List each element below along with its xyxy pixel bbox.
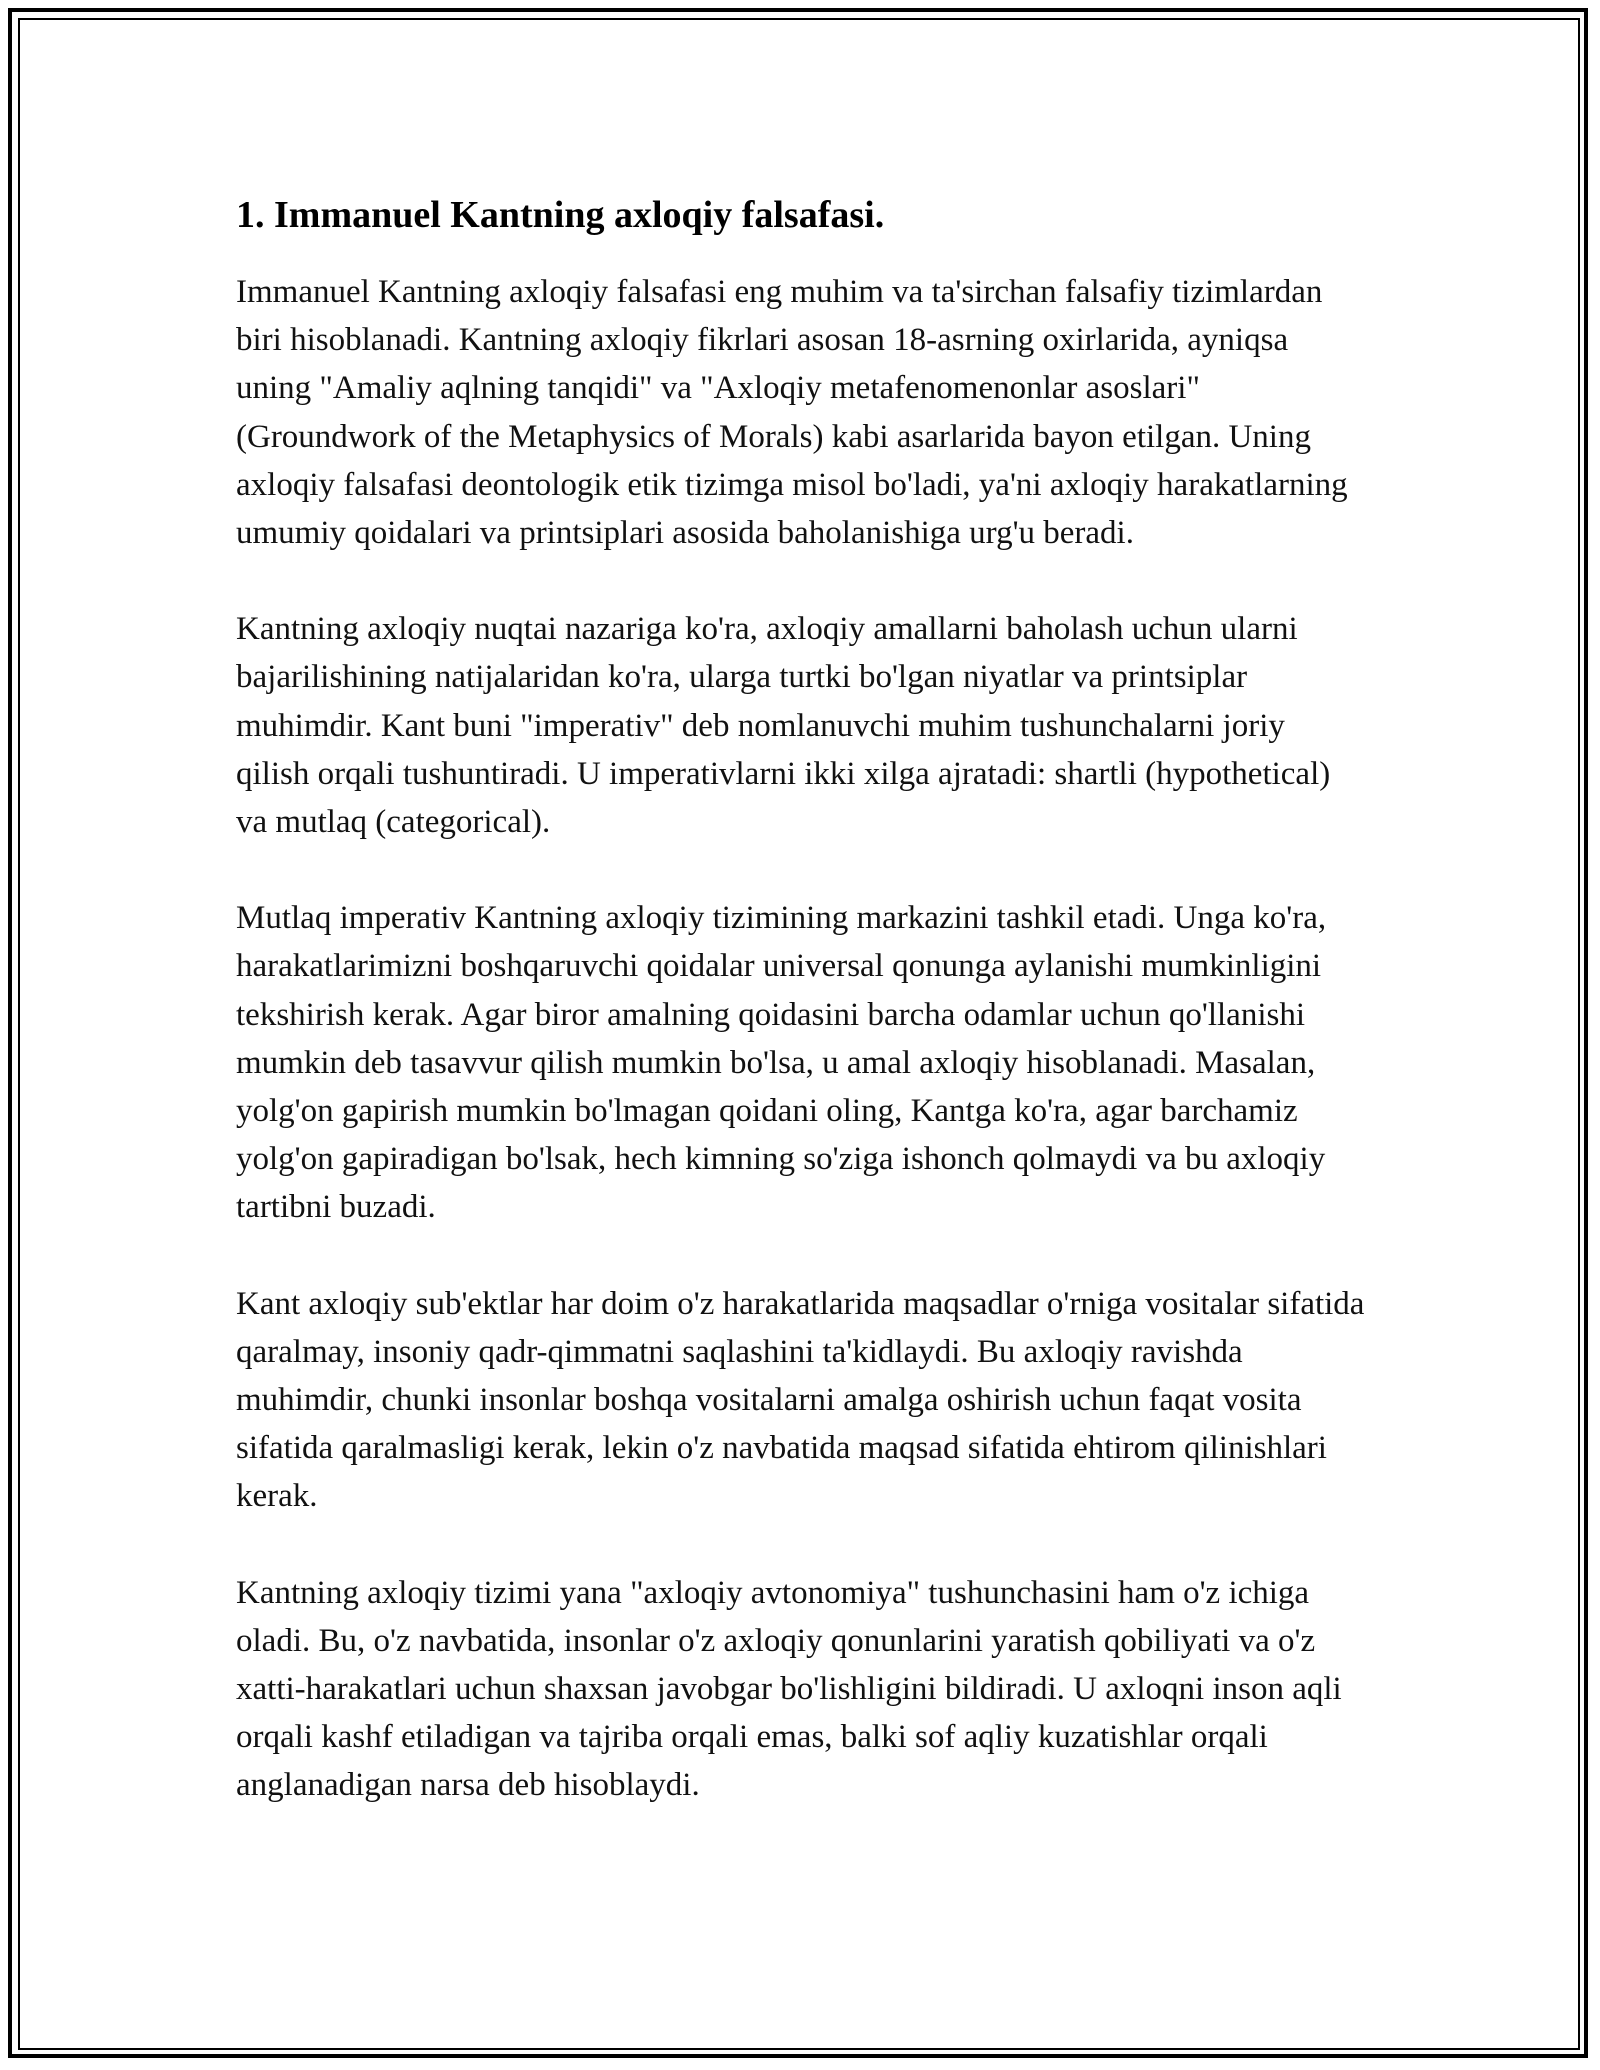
document-heading: 1. Immanuel Kantning axloqiy falsafasi. bbox=[236, 194, 885, 236]
paragraph-4: Kant axloqiy sub'ektlar har doim o'z harakatlarida maqsadlar o'rniga vositalar sifatida qaralmay, insoniy qadr-qimmatni saqlashini ta'kidlaydi. Bu axloqiy ravishda muhimdir, chunki insonlar boshqa vositalarni amalga oshirish uchun faqat vosita sifatida qaralmasligi kerak, lekin o'z navbatida maqsad sifatida ehtirom qilinishlari kerak. bbox=[236, 1285, 1365, 1515]
paragraph-3: Mutlaq imperativ Kantning axloqiy tizimining markazini tashkil etadi. Unga ko'ra, harakatlarimizni boshqaruvchi qoidalar universal qonunga aylanishi mumkinligini tekshirish kerak. Agar biror amalning qoidasini barcha odamlar uchun qo'llanishi mumkin deb tasavvur qilish mumkin bo'lsa, u amal axloqiy hisoblanadi. Masalan, yolg'on gapirish mumkin bo'lmagan qoidani oling, Kantga ko'ra, agar barchamiz yolg'on gapiradigan bo'lsak, hech kimning so'ziga ishonch qolmaydi va bu axloqiy tartibni buzadi. bbox=[236, 900, 1327, 1226]
paragraph-2: Kantning axloqiy nuqtai nazariga ko'ra, axloqiy amallarni baholash uchun ularni bajarilishining natijalaridan ko'ra, ularga turtki bo'lgan niyatlar va printsiplar muhimdir. Kant buni "imperativ" deb nomlanuvchi muhim tushunchalarni joriy qilish orqali tushuntiradi. U imperativlarni ikki xilga ajratadi: shartli (hypothetical) va mutlaq (categorical). bbox=[236, 611, 1331, 841]
paragraph-5: Kantning axloqiy tizimi yana "axloqiy avtonomiya" tushunchasini ham o'z ichiga oladi. Bu, o'z navbatida, insonlar o'z axloqiy qonunlarini yaratish qobiliyati va o'z xatti-harakatlari uchun shaxsan javobgar bo'lishligini bildiradi. U axloqni inson aqli orqali kashf etiladigan va tajriba orqali emas, balki sof aqliy kuzatishlar orqali anglanadigan narsa deb hisoblaydi. bbox=[236, 1574, 1342, 1804]
document-body bbox=[236, 188, 1366, 1858]
paragraph-1: Immanuel Kantning axloqiy falsafasi eng muhim va ta'sirchan falsafiy tizimlardan biri hisoblanadi. Kantning axloqiy fikrlari asosan 18-asrning oxirlarida, ayniqsa uning "Amaliy aqlning tanqidi" va "Axloqiy metafenomenonlar asoslari" (Groundwork of the Metaphysics of Morals) kabi asarlarida bayon etilgan. Uning axloqiy falsafasi deontologik etik tizimga misol bo'ladi, ya'ni axloqiy harakatlarning umumiy qoidalari va printsiplari asosida baholanishiga urg'u beradi. bbox=[236, 274, 1348, 552]
